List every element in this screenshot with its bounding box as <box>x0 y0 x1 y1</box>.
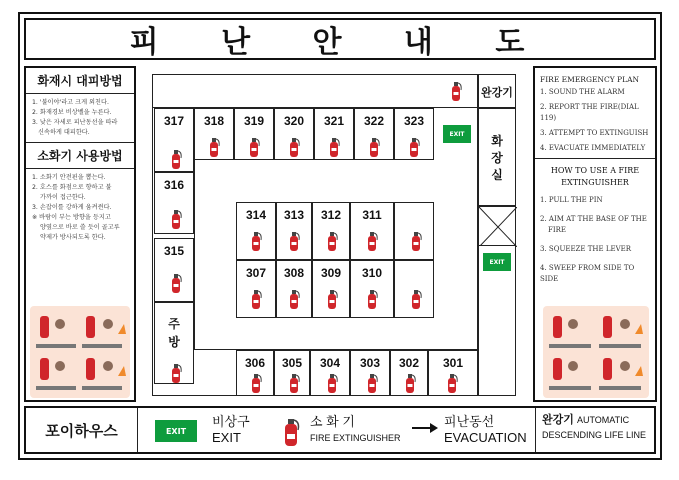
plan-title: FIRE EMERGENCY PLAN <box>540 75 640 84</box>
right-instruction-panel <box>533 66 657 402</box>
fire-extinguisher-icon <box>248 136 260 158</box>
fire-extinguisher-icon <box>170 148 182 170</box>
plan-step: 4. EVACUATE IMMEDIATELY <box>540 144 646 152</box>
fire-extinguisher-icon <box>250 288 262 310</box>
fire-extinguisher-icon <box>288 136 300 158</box>
room-number: 323 <box>403 114 425 128</box>
fire-extinguisher-icon <box>170 362 182 384</box>
plan-step: 3. ATTEMPT TO EXTINGUISH <box>540 129 649 137</box>
room-number: 309 <box>320 266 342 280</box>
fire-extinguisher-icon <box>366 288 378 310</box>
fire-extinguisher-icon <box>250 230 262 252</box>
fire-extinguisher-icon <box>446 372 458 394</box>
ext-step: 1. 소화기 안전핀을 뽑는다. <box>32 174 106 181</box>
fire-extinguisher-icon <box>404 372 416 394</box>
fire-extinguisher-icon <box>408 136 420 158</box>
left-instruction-panel <box>24 66 136 402</box>
room-number: 319 <box>243 114 265 128</box>
legend-descender-label <box>535 408 656 452</box>
legend-route-en: EVACUATION <box>444 430 527 445</box>
ext-how-title-line: HOW TO USE A FIRE <box>550 166 640 175</box>
legend-ext-ko: 소 화 기 <box>310 414 355 429</box>
legend-extinguisher-icon <box>282 416 300 452</box>
exit-sign-text: EXIT <box>449 130 465 138</box>
legend-exit-ko: 비상구 <box>212 414 250 429</box>
fire-step: 3. 낮은 자세로 피난동선을 따라 <box>32 119 118 126</box>
room-number: 305 <box>281 356 303 370</box>
fire-section-title: 화재시 대피방법 <box>26 68 134 94</box>
legend-bar <box>24 406 656 454</box>
legend-ext-en: FIRE EXTINGUISHER <box>310 433 401 443</box>
plan-step: 2. REPORT THE FIRE(DIAL 119) <box>540 103 639 122</box>
plan-step: 1. SOUND THE ALARM <box>540 88 625 96</box>
ext-step: 약제가 방사되도록 한다. <box>40 234 106 241</box>
fire-extinguisher-icon <box>366 230 378 252</box>
ventilator-label: 완강기 <box>481 87 513 99</box>
fire-step: 신속하게 대피한다. <box>38 129 90 136</box>
how-step: 2. AIM AT THE BASE OF THE <box>540 215 647 223</box>
ext-step: 2. 호스를 화점으로 향하고 불 <box>32 184 112 191</box>
room-number: 311 <box>362 208 382 222</box>
floor-plan <box>140 66 528 402</box>
ext-steps <box>26 169 134 247</box>
legend-exit-label <box>212 414 250 446</box>
fire-extinguisher-icon <box>250 372 262 394</box>
fire-step: 1. '불이야'라고 크게 외친다. <box>32 99 109 106</box>
how-step: FIRE <box>548 226 567 234</box>
room-number: 301 <box>442 356 464 370</box>
ext-how-title-line: EXTINGUISHER <box>561 178 629 187</box>
legend-extinguisher-label <box>310 414 401 446</box>
how-steps <box>535 189 655 291</box>
extinguisher-usage-illustration-right <box>543 306 649 398</box>
how-step: 4. SWEEP FROM SIDE TO SIDE <box>540 264 635 283</box>
room-number: 308 <box>283 266 305 280</box>
page-title: 피 난 안 내 도 <box>24 18 656 60</box>
fire-step: 2. 화재경보 비상벨을 누른다. <box>32 109 112 116</box>
fire-extinguisher-icon <box>288 372 300 394</box>
restroom-label: 화 장 실 <box>491 134 503 182</box>
how-step: 1. PULL THE PIN <box>540 196 603 204</box>
fire-extinguisher-icon <box>326 288 338 310</box>
fire-extinguisher-icon <box>170 272 182 294</box>
fire-extinguisher-icon <box>410 230 422 252</box>
stairs-box <box>478 206 516 246</box>
ext-section-title: 소화기 사용방법 <box>26 142 134 169</box>
legend-exit-icon <box>154 419 198 443</box>
room-number: 317 <box>163 114 185 128</box>
company-name: 포이하우스 <box>26 408 138 452</box>
fire-extinguisher-icon <box>368 136 380 158</box>
room-number: 310 <box>361 266 383 280</box>
legend-route-ko: 피난동선 <box>444 414 495 429</box>
legend-exit-en: EXIT <box>212 430 241 445</box>
fire-extinguisher-icon <box>328 136 340 158</box>
top-strip <box>152 74 478 108</box>
room-number: 316 <box>163 178 185 192</box>
legend-descender-en2: DESCENDING LIFE LINE <box>542 430 647 440</box>
room-number: 313 <box>283 208 305 222</box>
ext-step: ※ 바람이 부는 방향을 등지고 <box>32 214 111 221</box>
ventilator-room <box>478 74 516 108</box>
exit-sign-text: EXIT <box>489 258 505 266</box>
legend-descender-ko: 완강기 <box>542 414 574 426</box>
fire-steps <box>26 94 134 142</box>
room-number: 318 <box>203 114 225 128</box>
fire-extinguisher-icon <box>288 288 300 310</box>
fire-extinguisher-icon <box>326 230 338 252</box>
fire-extinguisher-icon <box>366 372 378 394</box>
ext-step: 3. 손잡이를 강하게 움켜쥔다. <box>32 204 112 211</box>
exit-sign <box>442 124 472 144</box>
plan-steps <box>535 85 655 156</box>
room-number: 321 <box>323 114 345 128</box>
room-number: 315 <box>163 244 185 258</box>
extinguisher-usage-illustration <box>30 306 130 398</box>
room-number: 302 <box>398 356 420 370</box>
fire-extinguisher-icon <box>326 372 338 394</box>
room-number: 303 <box>359 356 381 370</box>
exit-sign <box>482 252 512 272</box>
room-number: 322 <box>363 114 385 128</box>
ext-how-title <box>535 158 655 189</box>
fire-extinguisher-icon <box>170 208 182 230</box>
room-number: 314 <box>245 208 267 222</box>
legend-descender-en1: AUTOMATIC <box>576 415 630 425</box>
room-number: 307 <box>245 266 267 280</box>
ext-step: 양옆으로 바로 쓸 듯이 골고루 <box>40 224 120 231</box>
room-number: 312 <box>320 208 342 222</box>
fire-extinguisher-icon <box>410 288 422 310</box>
fire-extinguisher-icon <box>288 230 300 252</box>
legend-route-label <box>444 414 527 446</box>
how-step: 3. SQUEEZE THE LEVER <box>540 245 632 253</box>
legend-route-arrow-icon <box>410 420 440 440</box>
ext-step: 가까이 접근한다. <box>40 194 86 201</box>
room-number: 304 <box>319 356 341 370</box>
restroom <box>478 108 516 206</box>
room-number: 306 <box>244 356 266 370</box>
legend-exit-icon-text: EXIT <box>165 426 187 436</box>
room-number: 320 <box>283 114 305 128</box>
fire-extinguisher-icon <box>450 80 462 102</box>
fire-extinguisher-icon <box>208 136 220 158</box>
kitchen-label: 주 방 <box>168 317 180 349</box>
